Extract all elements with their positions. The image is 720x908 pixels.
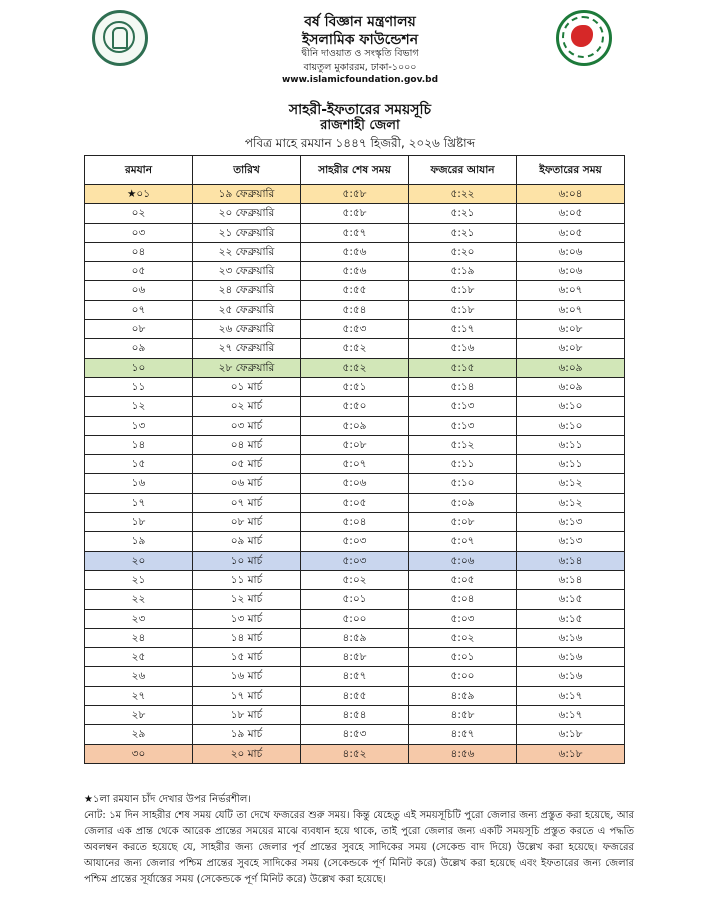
table-body	[85, 185, 625, 764]
cell-sehri-end: ৪:৫৪	[301, 706, 409, 725]
table-row	[85, 223, 625, 242]
table-row	[85, 686, 625, 705]
cell-ramadan-day: ০৮	[85, 320, 193, 339]
cell-iftar: ৬:০৭	[517, 300, 625, 319]
cell-ramadan-day: ০৬	[85, 281, 193, 300]
header-ramadan: রমযান	[85, 156, 193, 185]
cell-fajr-azan: ৫:১৩	[409, 397, 517, 416]
table-row	[85, 455, 625, 474]
website-url: www.islamicfoundation.gov.bd	[281, 75, 439, 85]
cell-iftar: ৬:১১	[517, 435, 625, 454]
cell-fajr-azan: ৫:১৫	[409, 358, 517, 377]
cell-sehri-end: ৫:৫৭	[301, 223, 409, 242]
cell-date: ০২ মার্চ	[193, 397, 301, 416]
cell-date: ১৫ মার্চ	[193, 648, 301, 667]
cell-iftar: ৬:১০	[517, 397, 625, 416]
cell-fajr-azan: ৫:০৮	[409, 513, 517, 532]
cell-iftar: ৬:১৮	[517, 744, 625, 763]
cell-sehri-end: ৫:৫৩	[301, 320, 409, 339]
cell-ramadan-day: ০৪	[85, 242, 193, 261]
cell-fajr-azan: ৫:১৯	[409, 262, 517, 281]
document-header	[0, 0, 720, 95]
cell-iftar: ৬:০৮	[517, 320, 625, 339]
cell-date: ২০ মার্চ	[193, 744, 301, 763]
cell-date: ২০ ফেব্রুয়ারি	[193, 204, 301, 223]
table-row	[85, 551, 625, 570]
cell-sehri-end: ৫:০৪	[301, 513, 409, 532]
cell-fajr-azan: ৫:১০	[409, 474, 517, 493]
table-row	[85, 474, 625, 493]
cell-date: ০৪ মার্চ	[193, 435, 301, 454]
table-row	[85, 570, 625, 589]
cell-date: ১৮ মার্চ	[193, 706, 301, 725]
cell-sehri-end: ৫:৫৬	[301, 262, 409, 281]
cell-sehri-end: ৫:০৭	[301, 455, 409, 474]
cell-date: ২১ ফেব্রুয়ারি	[193, 223, 301, 242]
cell-sehri-end: ৪:৫৮	[301, 648, 409, 667]
cell-sehri-end: ৫:০৬	[301, 474, 409, 493]
table-row	[85, 435, 625, 454]
cell-fajr-azan: ৫:০১	[409, 648, 517, 667]
cell-ramadan-day: ০৭	[85, 300, 193, 319]
cell-fajr-azan: ৪:৫৬	[409, 744, 517, 763]
header-sehri-end: সাহরীর শেষ সময়	[301, 156, 409, 185]
cell-iftar: ৬:১২	[517, 493, 625, 512]
cell-fajr-azan: ৫:২০	[409, 242, 517, 261]
cell-fajr-azan: ৫:১৮	[409, 300, 517, 319]
cell-ramadan-day: ১৩	[85, 416, 193, 435]
cell-iftar: ৬:০৫	[517, 223, 625, 242]
cell-date: ০৯ মার্চ	[193, 532, 301, 551]
table-header-row	[85, 156, 625, 185]
cell-iftar: ৬:০৬	[517, 262, 625, 281]
cell-sehri-end: ৫:৫৮	[301, 185, 409, 204]
table-row	[85, 706, 625, 725]
cell-iftar: ৬:১১	[517, 455, 625, 474]
cell-sehri-end: ৫:০২	[301, 570, 409, 589]
cell-sehri-end: ৫:০৫	[301, 493, 409, 512]
cell-date: ১৪ মার্চ	[193, 628, 301, 647]
cell-fajr-azan: ৫:০৯	[409, 493, 517, 512]
district-name: রাজশাহী জেলা	[320, 118, 400, 133]
cell-ramadan-day: ২২	[85, 590, 193, 609]
table-row	[85, 339, 625, 358]
schedule-subtitle: পবিত্র মাহে রমযান ১৪৪৭ হিজরী, ২০২৬ খ্রিষ্টাব্দ	[244, 136, 476, 150]
cell-sehri-end: ৫:৫৫	[301, 281, 409, 300]
cell-sehri-end: ৪:৫৩	[301, 725, 409, 744]
explanatory-note: নোট: ১ম দিন সাহরীর শেষ সময় যেটি তা দেখে ফজরের শুরু সময়। কিন্তু যেহেতু এই সময়সূচিটি পুরো জেলার জন্য প্রস্তুত করা হয়েছে, আর জেলার এক প্রান্ত থেকে আরেক প্রান্তের সময়ের মাঝে ব্যবধান হয়ে থাকে, তাই পুরো জেলার জন্য একটি সময়সূচি প্রস্তুত করতে এ পদ্ধতি অবলম্বন করতে হয়েছে যে, সাহরীর জন্য জেলার পূর্ব প্রান্তের সুবহে সাদিকের সময় (সেকেন্ড বাদ দিয়ে) উল্লেখ করা হয়েছে। ফজরের আযানের জন্য জেলার পশ্চিম প্রান্তের সুবহে সাদিকের সময় (সেকেন্ডকে পূর্ণ মিনিট করে) উল্লেখ করা হয়েছে এবং ইফতারের জন্য জেলার পশ্চিম প্রান্তের সূর্যাস্তের সময় (সেকেন্ডকে পূর্ণ মিনিট করে) উল্লেখ করা হয়েছে।	[84, 810, 634, 885]
cell-iftar: ৬:০৪	[517, 185, 625, 204]
cell-fajr-azan: ৫:২১	[409, 223, 517, 242]
cell-date: ২৫ ফেব্রুয়ারি	[193, 300, 301, 319]
cell-sehri-end: ৫:০৩	[301, 532, 409, 551]
cell-sehri-end: ৫:৫৮	[301, 204, 409, 223]
cell-iftar: ৬:০৭	[517, 281, 625, 300]
cell-iftar: ৬:০৬	[517, 242, 625, 261]
cell-ramadan-day: ২৭	[85, 686, 193, 705]
cell-date: ১০ মার্চ	[193, 551, 301, 570]
cell-date: ২৬ ফেব্রুয়ারি	[193, 320, 301, 339]
table-row	[85, 628, 625, 647]
cell-iftar: ৬:১৪	[517, 551, 625, 570]
header-date: তারিখ	[193, 156, 301, 185]
moon-sighting-note: ★১লা রমযান চাঁদ দেখার উপর নির্ভরশীল।	[84, 794, 251, 805]
cell-fajr-azan: ৫:১৭	[409, 320, 517, 339]
table-row	[85, 590, 625, 609]
organization-name: ইসলামিক ফাউন্ডেশন	[301, 32, 419, 48]
table-row	[85, 744, 625, 763]
cell-ramadan-day: ১০	[85, 358, 193, 377]
cell-fajr-azan: ৫:১৩	[409, 416, 517, 435]
table-row	[85, 185, 625, 204]
cell-sehri-end: ৫:৫৬	[301, 242, 409, 261]
ministry-name: বর্ষ বিজ্ঞান মন্ত্রণালয়	[304, 14, 416, 30]
cell-date: ২৭ ফেব্রুয়ারি	[193, 339, 301, 358]
header-iftar: ইফতারের সময়	[517, 156, 625, 185]
table-row	[85, 725, 625, 744]
cell-ramadan-day: ★০১	[85, 185, 193, 204]
table-row	[85, 320, 625, 339]
cell-sehri-end: ৫:০১	[301, 590, 409, 609]
cell-iftar: ৬:০৯	[517, 358, 625, 377]
cell-ramadan-day: ২৯	[85, 725, 193, 744]
cell-iftar: ৬:১২	[517, 474, 625, 493]
cell-iftar: ৬:১৫	[517, 590, 625, 609]
cell-iftar: ৬:০৮	[517, 339, 625, 358]
cell-sehri-end: ৫:৫২	[301, 339, 409, 358]
cell-ramadan-day: ৩০	[85, 744, 193, 763]
cell-date: ১৩ মার্চ	[193, 609, 301, 628]
cell-ramadan-day: ১১	[85, 377, 193, 396]
cell-iftar: ৬:১৬	[517, 628, 625, 647]
cell-fajr-azan: ৪:৫৭	[409, 725, 517, 744]
cell-fajr-azan: ৫:০৬	[409, 551, 517, 570]
cell-date: ০৭ মার্চ	[193, 493, 301, 512]
table-row	[85, 493, 625, 512]
cell-fajr-azan: ৫:০৩	[409, 609, 517, 628]
cell-sehri-end: ৪:৫৯	[301, 628, 409, 647]
table-row	[85, 416, 625, 435]
cell-date: ২৩ ফেব্রুয়ারি	[193, 262, 301, 281]
cell-ramadan-day: ১৮	[85, 513, 193, 532]
cell-date: ১১ মার্চ	[193, 570, 301, 589]
cell-fajr-azan: ৫:০৫	[409, 570, 517, 589]
cell-iftar: ৬:১৭	[517, 706, 625, 725]
schedule-table	[84, 155, 625, 764]
cell-fajr-azan: ৫:১২	[409, 435, 517, 454]
cell-date: ১৬ মার্চ	[193, 667, 301, 686]
cell-date: ০৩ মার্চ	[193, 416, 301, 435]
cell-iftar: ৬:০৯	[517, 377, 625, 396]
cell-fajr-azan: ৫:০৪	[409, 590, 517, 609]
cell-ramadan-day: ০২	[85, 204, 193, 223]
table-row	[85, 300, 625, 319]
table-row	[85, 281, 625, 300]
cell-ramadan-day: ১২	[85, 397, 193, 416]
cell-date: ২৪ ফেব্রুয়ারি	[193, 281, 301, 300]
cell-ramadan-day: ২৮	[85, 706, 193, 725]
cell-ramadan-day: ২১	[85, 570, 193, 589]
cell-sehri-end: ৫:৫৪	[301, 300, 409, 319]
cell-fajr-azan: ৫:২২	[409, 185, 517, 204]
cell-iftar: ৬:১৩	[517, 532, 625, 551]
cell-date: ২৮ ফেব্রুয়ারি	[193, 358, 301, 377]
cell-iftar: ৬:১৫	[517, 609, 625, 628]
table-row	[85, 532, 625, 551]
cell-fajr-azan: ৫:০৭	[409, 532, 517, 551]
cell-ramadan-day: ০৯	[85, 339, 193, 358]
cell-fajr-azan: ৪:৫৮	[409, 706, 517, 725]
cell-fajr-azan: ৫:১৮	[409, 281, 517, 300]
cell-fajr-azan: ৫:০২	[409, 628, 517, 647]
schedule-title: সাহরী-ইফতারের সময়সূচি	[288, 102, 432, 118]
cell-date: ১৯ ফেব্রুয়ারি	[193, 185, 301, 204]
cell-ramadan-day: ২৪	[85, 628, 193, 647]
cell-ramadan-day: ২০	[85, 551, 193, 570]
cell-ramadan-day: ০৫	[85, 262, 193, 281]
cell-ramadan-day: ২৩	[85, 609, 193, 628]
cell-fajr-azan: ৫:১৬	[409, 339, 517, 358]
cell-sehri-end: ৫:০০	[301, 609, 409, 628]
cell-fajr-azan: ৪:৫৯	[409, 686, 517, 705]
table-row	[85, 358, 625, 377]
cell-sehri-end: ৫:৫১	[301, 377, 409, 396]
cell-iftar: ৬:১৬	[517, 648, 625, 667]
cell-sehri-end: ৫:০৮	[301, 435, 409, 454]
cell-iftar: ৬:০৫	[517, 204, 625, 223]
cell-ramadan-day: ১৭	[85, 493, 193, 512]
cell-date: ১২ মার্চ	[193, 590, 301, 609]
table-row	[85, 204, 625, 223]
table-row	[85, 609, 625, 628]
islamic-foundation-logo-icon	[92, 10, 148, 66]
cell-iftar: ৬:১৬	[517, 667, 625, 686]
cell-sehri-end: ৫:০৯	[301, 416, 409, 435]
cell-date: ০৮ মার্চ	[193, 513, 301, 532]
department-name: দ্বীনি দাওয়াত ও সংস্কৃতি বিভাগ	[301, 48, 419, 59]
header-fajr-azan: ফজরের আযান	[409, 156, 517, 185]
cell-ramadan-day: ০৩	[85, 223, 193, 242]
cell-date: ২২ ফেব্রুয়ারি	[193, 242, 301, 261]
cell-fajr-azan: ৫:২১	[409, 204, 517, 223]
cell-ramadan-day: ১৯	[85, 532, 193, 551]
cell-iftar: ৬:১৩	[517, 513, 625, 532]
address: বায়তুল মুকাররম, ঢাকা-১০০০	[303, 62, 417, 73]
cell-iftar: ৬:১৭	[517, 686, 625, 705]
table-row	[85, 262, 625, 281]
cell-date: ১৯ মার্চ	[193, 725, 301, 744]
table-row	[85, 242, 625, 261]
cell-iftar: ৬:১৪	[517, 570, 625, 589]
cell-iftar: ৬:১০	[517, 416, 625, 435]
cell-sehri-end: ৪:৫৭	[301, 667, 409, 686]
cell-sehri-end: ৫:৫২	[301, 358, 409, 377]
cell-date: ০৫ মার্চ	[193, 455, 301, 474]
table-row	[85, 513, 625, 532]
table-row	[85, 377, 625, 396]
cell-sehri-end: ৫:০৩	[301, 551, 409, 570]
table-row	[85, 667, 625, 686]
cell-fajr-azan: ৫:১৪	[409, 377, 517, 396]
table-row	[85, 648, 625, 667]
bangladesh-govt-emblem-icon	[556, 10, 612, 66]
cell-date: ১৭ মার্চ	[193, 686, 301, 705]
cell-ramadan-day: ২৫	[85, 648, 193, 667]
cell-fajr-azan: ৫:০০	[409, 667, 517, 686]
cell-date: ০১ মার্চ	[193, 377, 301, 396]
cell-date: ০৬ মার্চ	[193, 474, 301, 493]
cell-ramadan-day: ১৫	[85, 455, 193, 474]
cell-sehri-end: ৪:৫২	[301, 744, 409, 763]
cell-iftar: ৬:১৮	[517, 725, 625, 744]
table-row	[85, 397, 625, 416]
cell-fajr-azan: ৫:১১	[409, 455, 517, 474]
cell-sehri-end: ৪:৫৫	[301, 686, 409, 705]
cell-ramadan-day: ১৬	[85, 474, 193, 493]
cell-sehri-end: ৫:৫০	[301, 397, 409, 416]
cell-ramadan-day: ২৬	[85, 667, 193, 686]
cell-ramadan-day: ১৪	[85, 435, 193, 454]
